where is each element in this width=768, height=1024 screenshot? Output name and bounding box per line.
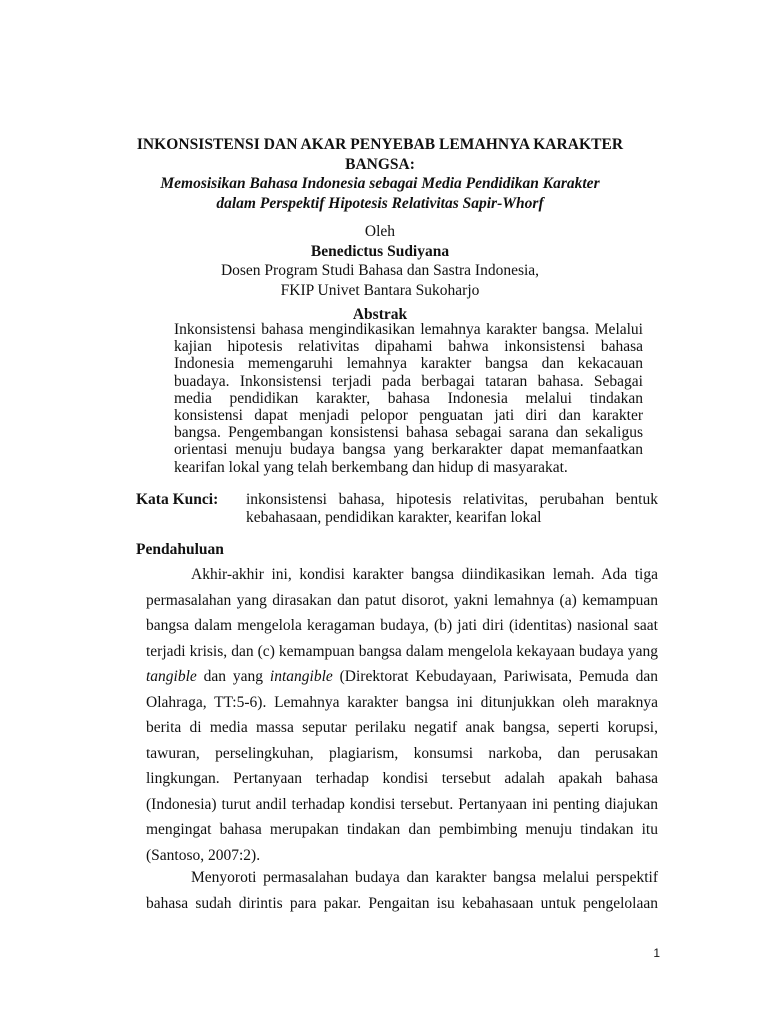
author-name: Benedictus Sudiyana — [310, 242, 450, 260]
paragraph-line: terjadi krisis, dan (c) kemampuan bangsa dalam mengelola kekayaan budaya yang — [146, 642, 658, 660]
keywords-line: inkonsistensi bahasa, hipotesis relativitas, perubahan bentuk — [246, 491, 658, 508]
paragraph-line: bangsa dalam mengelola keragaman budaya, (b) jati diri (identitas) nasional saat — [146, 617, 658, 634]
paragraph-line: bahasa sudah dirintis para pakar. Pengaitan isu kebahasaan untuk pengelolaan — [146, 894, 658, 912]
author-affiliation-line-2: FKIP Univet Bantara Sukoharjo — [280, 281, 480, 299]
italic-term: tangible — [146, 668, 197, 685]
italic-term: intangible — [269, 668, 333, 685]
keywords-line: kebahasaan, pendidikan karakter, kearifan lokal — [246, 508, 542, 526]
paragraph-line: mengingat bahasa merupakan tindakan dan pembimbing menuju tindakan itu — [146, 821, 658, 838]
abstract-text — [174, 321, 643, 476]
paragraph-line: permasalahan yang dirasakan dan patut disorot, yakni lemahnya (a) kemampuan — [146, 591, 658, 609]
paragraph-line: (Santoso, 2007:2). — [146, 846, 261, 864]
abstract-line: kajian hipotesis relativitas dipahami bahwa inkonsistensi bahasa — [174, 338, 643, 356]
abstract-line: konsistensi dapat menjadi pelopor penguatan jati diri dan karakter — [174, 407, 643, 425]
author-block — [130, 222, 630, 300]
subtitle-line-2: dalam Perspektif Hipotesis Relativitas Sapir-Whorf — [216, 194, 544, 212]
subtitle-line-1: Memosisikan Bahasa Indonesia sebagai Media Pendidikan Karakter — [160, 175, 600, 192]
author-by: Oleh — [364, 223, 396, 240]
body-paragraph-2 — [146, 865, 658, 916]
paragraph-line: Menyoroti permasalahan budaya dan karakter bangsa melalui perspektif — [191, 869, 658, 886]
body-paragraph-1 — [146, 562, 658, 868]
title-line-2: BANGSA: — [345, 155, 415, 173]
abstract-line: kearifan lokal yang telah berkembang dan hidup di masyarakat. — [174, 458, 568, 476]
paragraph-line — [146, 664, 658, 690]
abstract-line: bangsa. Pengembangan konsistensi bahasa sebagai sarana dan sekaligus — [174, 424, 643, 442]
abstract-line: buadaya. Inkonsistensi terjadi pada berbagai tataran bahasa. Sebagai — [174, 372, 643, 390]
paragraph-line: Akhir-akhir ini, kondisi karakter bangsa diindikasikan lemah. Ada tiga — [191, 566, 658, 583]
paragraph-line: berita di media massa seputar perilaku negatif anak bangsa, seperti korupsi, — [146, 719, 658, 736]
paragraph-text: dan yang — [196, 668, 270, 685]
paragraph-line: lingkungan. Pertanyaan terhadap kondisi tersebut adalah apakah bahasa — [146, 770, 658, 787]
abstract-line: Inkonsistensi bahasa mengindikasikan lemahnya karakter bangsa. Melalui — [174, 321, 643, 338]
keywords-label: Kata Kunci: — [136, 491, 219, 508]
abstract-heading: Abstrak — [352, 306, 408, 323]
abstract-line: media pendidikan karakter, bahasa Indonesia melalui tindakan — [174, 389, 643, 407]
paragraph-line: tawuran, perselingkuhan, plagiarism, konsumsi narkoba, dan perusakan — [146, 744, 658, 762]
abstract-line: orientasi menuju budaya bangsa yang berkarakter dapat memanfaatkan — [174, 441, 643, 459]
paragraph-line: (Indonesia) turut andil terhadap kondisi tersebut. Pertanyaan ini penting diajukan — [146, 795, 658, 813]
section-heading: Pendahuluan — [136, 541, 224, 558]
author-affiliation-line-1: Dosen Program Studi Bahasa dan Sastra Indonesia, — [220, 262, 540, 279]
abstract-line: Indonesia memengaruhi lemahnya karakter bangsa dan kekacauan — [174, 355, 643, 373]
paragraph-line: Olahraga, TT:5-6). Lemahnya karakter bangsa ini ditunjukkan oleh maraknya — [146, 693, 658, 711]
page-number: 1 — [653, 946, 660, 960]
paper-title — [130, 135, 630, 213]
title-line-1: INKONSISTENSI DAN AKAR PENYEBAB LEMAHNYA KARAKTER — [136, 136, 624, 153]
keywords-text — [246, 491, 658, 526]
paragraph-text: (Direktorat Kebudayaan, Pariwisata, Pemuda dan — [332, 668, 659, 685]
